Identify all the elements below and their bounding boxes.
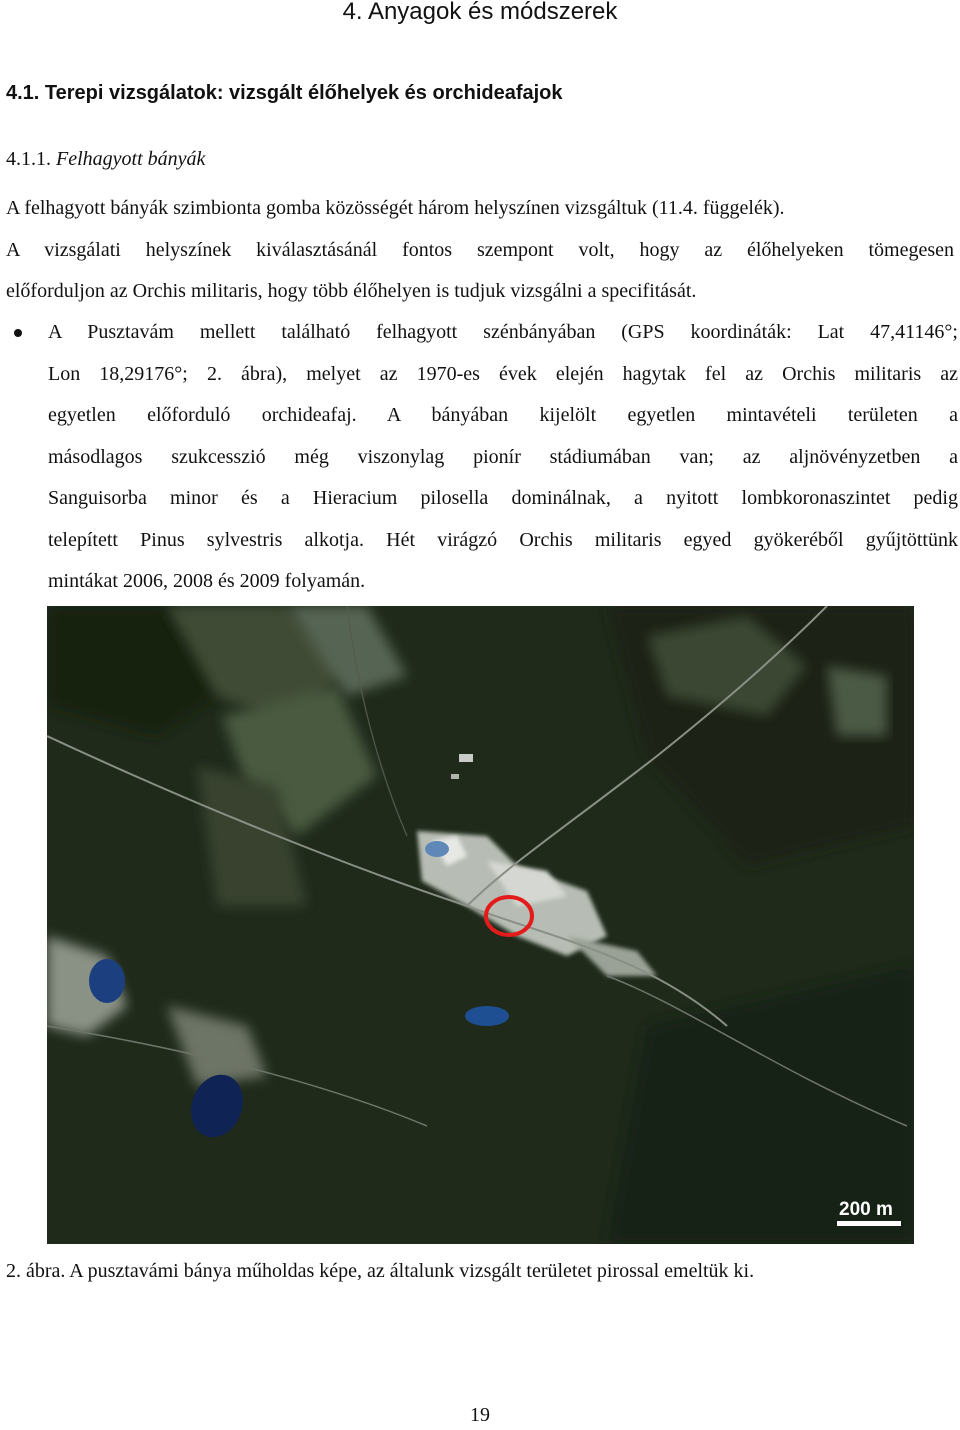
figure-caption: 2. ábra. A pusztavámi bánya műholdas képe, az általunk vizsgált területet pirossal emeltük ki. (6, 1260, 755, 1282)
bullet-text (48, 312, 958, 603)
water-body (425, 841, 449, 857)
intro-paragraph (6, 188, 954, 313)
bullet-dot-icon (14, 329, 22, 337)
page-number: 19 (470, 1404, 490, 1426)
bullet-line: A Pusztavám mellett található felhagyott szénbányában (GPS koordináták: Lat 47,41146°; (48, 321, 958, 343)
intro-line: A felhagyott bányák szimbionta gomba közösségét három helyszínen vizsgáltuk (11.4. függelék). (6, 197, 785, 219)
bullet-line: mintákat 2006, 2008 és 2009 folyamán. (48, 570, 366, 592)
section-heading: 4.1. Terepi vizsgálatok: vizsgált élőhelyek és orchideafajok (6, 82, 563, 104)
bullet-line: másodlagos szukcesszió még viszonylag pionír stádiumában van; az aljnövényzetben a (48, 445, 958, 468)
scale-bar (837, 1221, 901, 1226)
intro-line: előforduljon az Orchis militaris, hogy több élőhelyen is tudjuk vizsgálni a specifitását. (6, 280, 697, 302)
subsection-number: 4.1.1. (6, 148, 56, 170)
building (451, 774, 459, 779)
satellite-image (47, 606, 914, 1244)
bullet-line: egyetlen előforduló orchideafaj. A bányában kijelölt egyetlen mintavételi területen a (48, 404, 958, 426)
intro-line: A vizsgálati helyszínek kiválasztásánál fontos szempont volt, hogy az élőhelyeken tömegesen (6, 238, 954, 261)
bullet-line: telepített Pinus sylvestris alkotja. Hét virágzó Orchis militaris egyed gyökeréből gyűjtöttünk (48, 528, 958, 551)
water-body (465, 1006, 509, 1026)
subsection-title: Felhagyott bányák (56, 148, 206, 170)
building (459, 754, 473, 762)
bullet-line: Lon 18,29176°; 2. ábra), melyet az 1970-es évek elején hagytak fel az Orchis militaris az (48, 362, 958, 385)
satellite-map (47, 606, 914, 1244)
chapter-heading: 4. Anyagok és módszerek (342, 0, 618, 25)
scale-label: 200 m (839, 1199, 893, 1220)
bullet-line: Sanguisorba minor és a Hieracium pilosella dominálnak, a nyitott lombkoronaszintet pedig (48, 487, 958, 509)
clearing (827, 666, 887, 736)
subsection-heading (6, 148, 205, 171)
water-body (89, 959, 125, 1003)
